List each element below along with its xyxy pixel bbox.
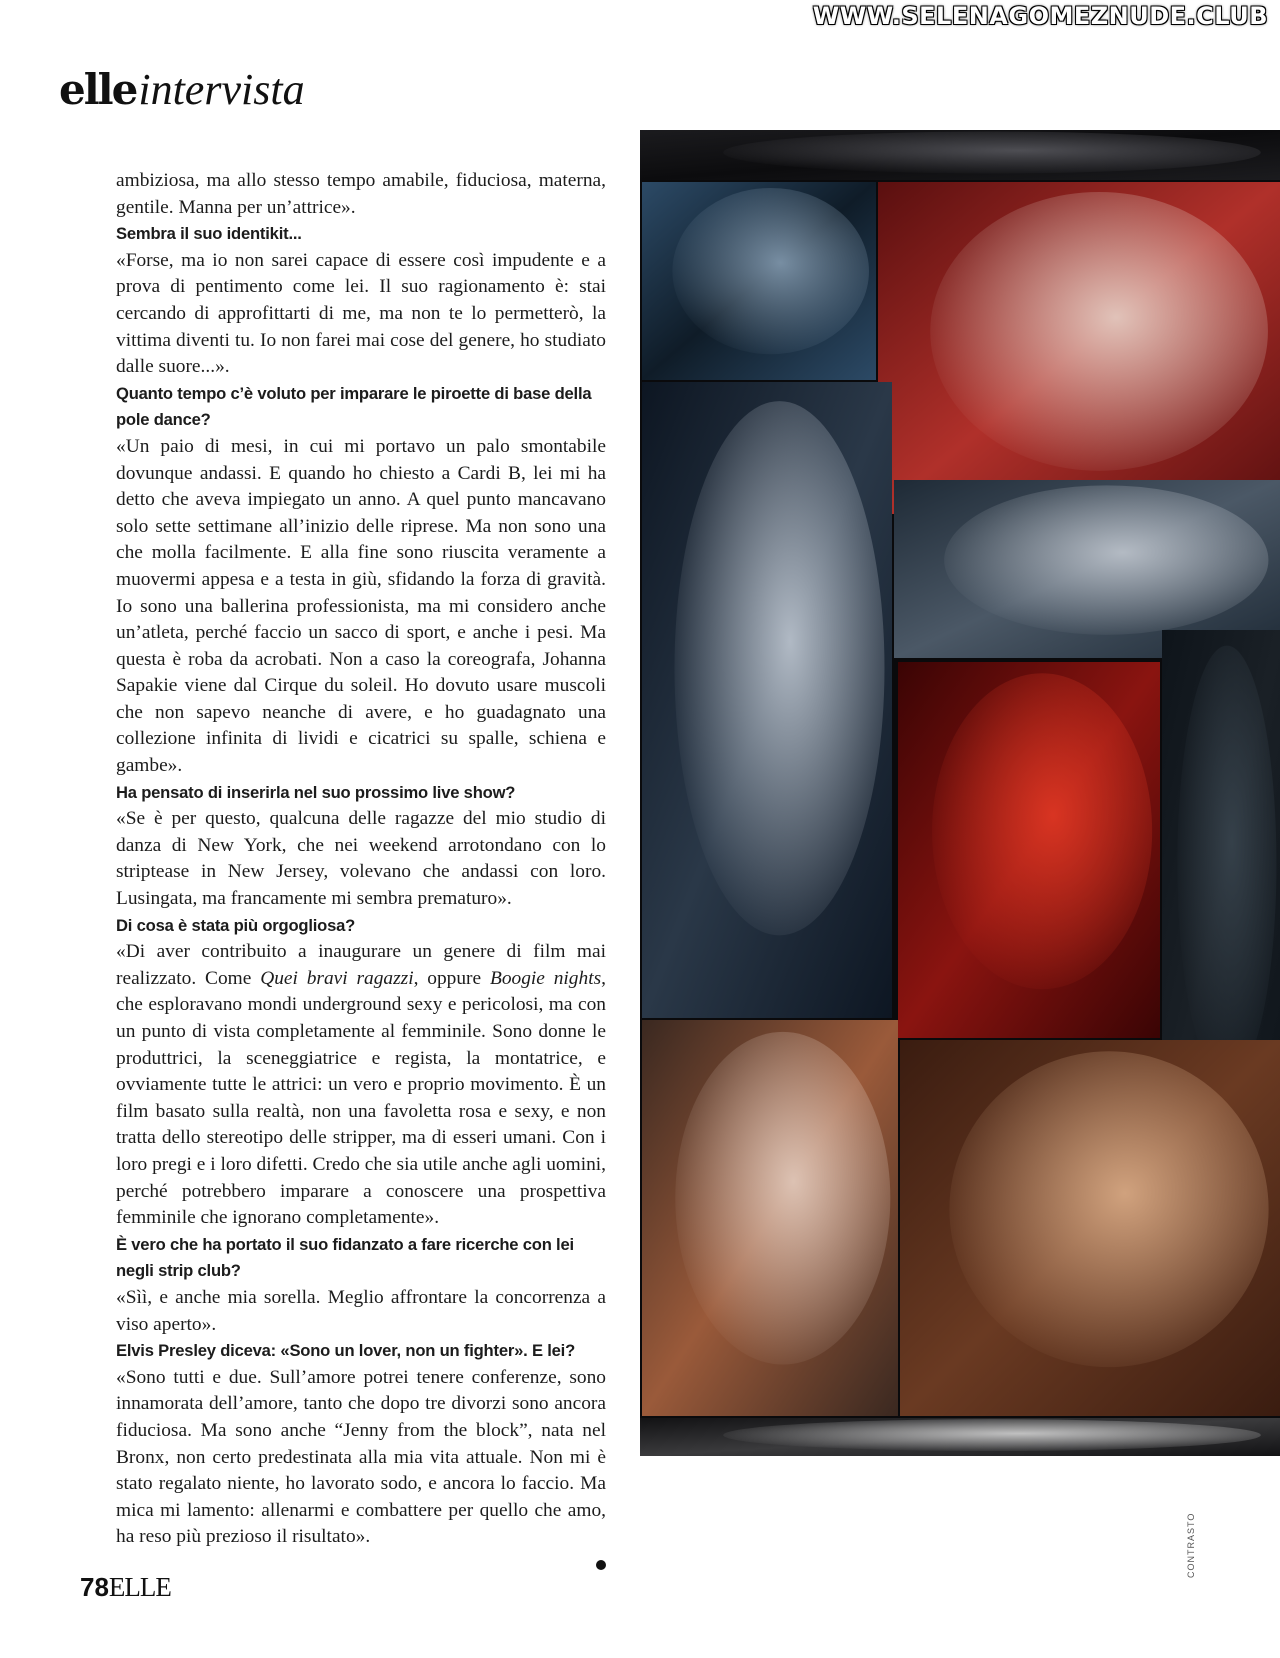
film-title: Boogie nights (489, 967, 602, 989)
page-number: 78 (80, 1572, 109, 1602)
watermark-text: WWW.SELENAGOMEZNUDE.CLUB (812, 2, 1268, 30)
photo-credit: CONTRASTO (1186, 1512, 1196, 1578)
portrait-close-photo (900, 1040, 1280, 1416)
interview-answer: ambiziosa, ma allo stesso tempo amabile, fiduciosa, materna, gentile. Manna per un’attrice». (116, 170, 606, 218)
photo-bottom-strip (640, 1418, 1280, 1456)
photo-backstage-gown (642, 1020, 898, 1416)
photo-dancer-sparkle (642, 382, 892, 1018)
photo-portrait-robe (878, 182, 1280, 514)
page-folio (80, 1572, 171, 1603)
masthead-section: intervista (138, 65, 305, 114)
photo-stage-lights (640, 130, 1280, 180)
interview-answer (116, 939, 606, 1232)
interview-question: Ha pensato di inserirla nel suo prossimo live show? (116, 782, 516, 802)
photo-portrait-close (900, 1040, 1280, 1416)
interview-answer: «Sìì, e anche mia sorella. Meglio affrontare la concorrenza a viso aperto». (116, 1286, 606, 1335)
portrait-photo (878, 182, 1280, 514)
answer-text: , oppure (413, 967, 490, 989)
stage-lights-photo (640, 130, 1280, 180)
interview-question: Quanto tempo c’è voluto per imparare le piroette di base della pole dance? (116, 383, 592, 430)
gown-photo (642, 1020, 898, 1416)
folio-brand: ELLE (108, 1572, 171, 1602)
interview-question: Di cosa è stata più orgogliosa? (116, 915, 356, 935)
masthead (59, 64, 305, 115)
film-title: Quei bravi ragazzi (260, 967, 414, 989)
interview-question: Elvis Presley diceva: «Sono un lover, non un fighter». E lei? (116, 1341, 576, 1361)
answer-text: «Di aver contribuito a inaugurare un genere di film mai realizzato. Come (116, 941, 606, 989)
photo-collage (640, 130, 1280, 1456)
dancer-photo (642, 382, 892, 1018)
interview-answer: «Sono tutti e due. Sull’amore potrei tenere conferenze, sono innamorata dell’amore, tanto che dopo tre divorzi sono ancora fiduciosa. Ma sono anche “Jenny from the block”, nata nel Bronx, non certo predestinata alla mia vita attuale. Non mi è stato regalato niente, ho lavorato sodo, e ancora lo faccio. Ma mica mi lamento: allenarmi e combattere per quello che amo, ha reso più prezioso il risultato». (116, 1366, 606, 1548)
photo-singer-red-gown (898, 662, 1160, 1038)
article-body (116, 168, 606, 1570)
interview-answer: «Se è per questo, qualcuna delle ragazze del mio studio di danza di New York, che nei weekend arrotondano con lo striptease in New Jersey, volevano che andassi con loro. Lusingata, ma francamente mi sembra prematuro». (116, 808, 606, 910)
answer-text: , che esploravano mondi underground sexy e pericolosi, ma con un punto di vista completamente al femminile. Sono donne le produttrici, la sceneggiatrice e regista, la montatrice, e ovviamente tutte le attrici: un vero e proprio movimento. È un film basato sulla realtà, non una favoletta rosa e sexy, e non tratta dello stereotipo delle stripper, ma di esseri umani. Con i loro pregi e i loro difetti. Credo che sia utile anche agli uomini, perché potrebbero imparare a conoscere una prospettiva femminile che ignorano completamente». (116, 967, 607, 1229)
singer-photo (898, 662, 1160, 1038)
photo-crowd (642, 182, 876, 380)
crowd-photo (642, 182, 876, 380)
interview-answer: «Forse, ma io non sarei capace di essere così impudente e a prova di pentimento come lei. Il suo ragionamento è: stai cercando di approfittarti di me, ma non te lo permetterò, la vittima diventi tu. Io non farei mai cose del genere, ho studiato dalle suore...». (116, 249, 606, 378)
masthead-brand: elle (59, 65, 137, 114)
film-strip-photo (640, 1418, 1280, 1456)
interview-question: Sembra il suo identikit... (116, 224, 302, 244)
interview-answer: «Un paio di mesi, in cui mi portavo un palo smontabile dovunque andassi. E quando ho chiesto a Cardi B, lei mi ha detto che aveva impiegato un anno. A quel punto mancavano solo sette settimane all’inizio delle riprese. Ma non sono una che molla facilmente. E alla fine sono riuscita veramente a muovermi appesa e a testa in giù, sfidando la forza di gravità. Io sono una ballerina professionista, ma mi considero anche un’atleta, perché faccio un sacco di sport, e anche i pesi. Ma questa è roba da acrobati. Non a caso la coreografa, Johanna Sapakie viene dal Cirque du soleil. Ho dovuto usare muscoli che non sapevo neanche di avere, e ho guadagnato una collezione infinita di lividi e cicatrici su spalle, schiena e gambe». (116, 435, 606, 777)
interview-question: È vero che ha portato il suo fidanzato a fare ricerche con lei negli strip club? (116, 1234, 574, 1281)
end-mark-icon (596, 1560, 606, 1570)
